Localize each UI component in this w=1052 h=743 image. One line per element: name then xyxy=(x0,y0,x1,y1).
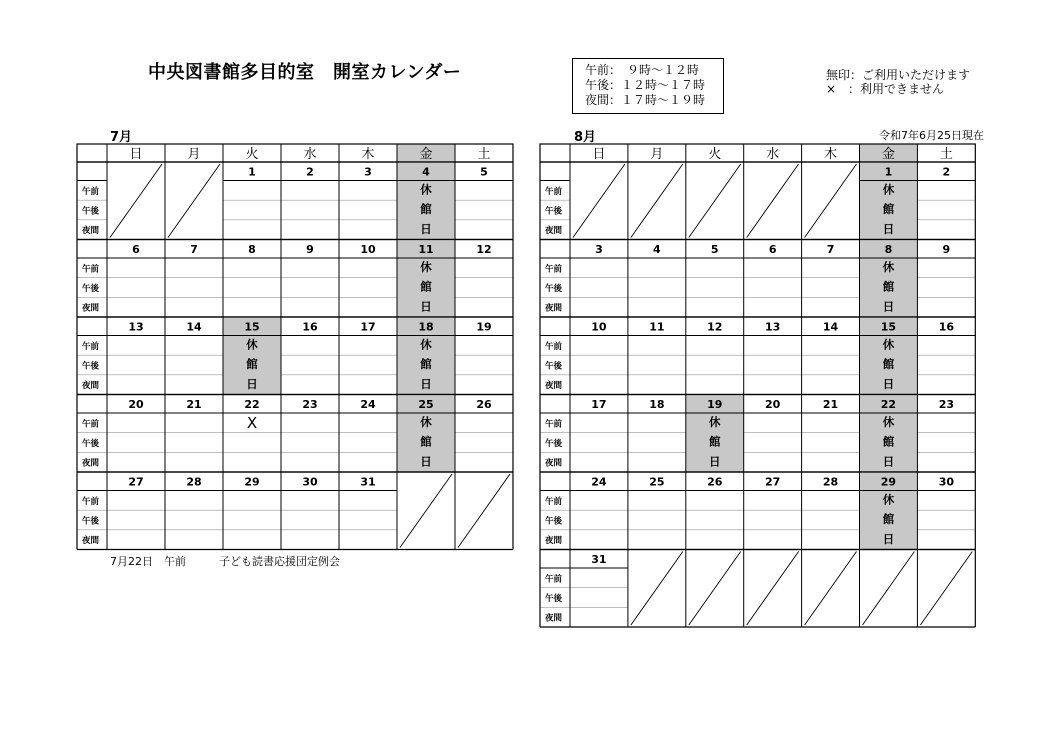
day-number: 8 xyxy=(248,243,256,256)
empty-day-diagonal xyxy=(631,164,683,238)
day-number: 7 xyxy=(190,243,198,256)
weekday-header: 月 xyxy=(187,147,201,162)
weekday-header: 金 xyxy=(419,147,433,162)
event-note: 7月22日 午前 子ども読書応援団定例会 xyxy=(110,555,340,568)
day-number: 7 xyxy=(826,243,835,256)
closed-day-label: 日 xyxy=(882,221,895,236)
day-number: 2 xyxy=(942,165,951,179)
day-number: 5 xyxy=(480,165,488,179)
empty-day-diagonal xyxy=(747,164,799,238)
closed-day-label: 館 xyxy=(420,357,432,372)
day-number: 4 xyxy=(422,165,430,179)
slot-label: 午前 xyxy=(545,264,563,275)
month-label-august: 8月 xyxy=(574,130,597,145)
closed-day-label: 館 xyxy=(420,202,432,217)
day-number: 13 xyxy=(128,320,144,334)
closed-day-label: 館 xyxy=(420,279,432,294)
day-number: 1 xyxy=(248,165,256,179)
day-number: 15 xyxy=(880,320,897,334)
day-number: 26 xyxy=(707,475,723,489)
closed-day-label: 休 xyxy=(882,260,895,274)
slot-label: 夜間 xyxy=(82,458,100,469)
day-number: 30 xyxy=(302,475,318,489)
weekday-header: 水 xyxy=(766,147,780,162)
empty-day-diagonal xyxy=(573,164,625,238)
empty-day-diagonal xyxy=(805,552,857,626)
closed-day-label: 休 xyxy=(709,415,721,429)
day-number: 21 xyxy=(822,398,839,411)
day-number: 29 xyxy=(244,475,260,489)
day-number: 27 xyxy=(764,475,781,489)
closed-day-label: 日 xyxy=(882,531,895,546)
day-number: 19 xyxy=(476,320,492,334)
day-number: 9 xyxy=(942,243,951,256)
day-number: 27 xyxy=(128,475,144,489)
weekday-header: 金 xyxy=(881,147,895,162)
closed-day-label: 日 xyxy=(246,376,258,391)
day-number: 1 xyxy=(884,165,893,179)
slot-label: 夜間 xyxy=(545,613,563,624)
slot-label: 午前 xyxy=(545,341,563,352)
day-number: 15 xyxy=(244,320,260,334)
day-number: 20 xyxy=(764,398,781,411)
slot-label: 午前 xyxy=(545,419,563,430)
slot-label: 午前 xyxy=(82,186,100,197)
day-number: 20 xyxy=(128,398,144,411)
slot-label: 午前 xyxy=(545,186,563,197)
closed-day-label: 日 xyxy=(420,299,432,314)
closed-day-label: 休 xyxy=(882,337,895,352)
day-number: 18 xyxy=(649,398,665,411)
day-number: 18 xyxy=(418,320,434,334)
slot-label: 午後 xyxy=(82,206,100,217)
slot-label: 午後 xyxy=(545,361,563,372)
hours-evening: 夜間：１７時～１９時 xyxy=(585,93,706,107)
day-number: 25 xyxy=(418,398,434,411)
slot-label: 夜間 xyxy=(545,536,563,547)
closed-day-label: 日 xyxy=(420,454,432,469)
day-number: 24 xyxy=(360,398,376,411)
day-number: 26 xyxy=(476,398,492,411)
slot-label: 午後 xyxy=(82,361,100,372)
closed-day-label: 館 xyxy=(882,434,895,449)
closed-day-label: 館 xyxy=(709,434,721,449)
weekday-header: 土 xyxy=(477,147,491,162)
unavailable-mark: X xyxy=(246,414,258,432)
day-number: 22 xyxy=(244,398,260,411)
hours-afternoon: 午後：１２時～１７時 xyxy=(585,78,706,92)
day-number: 17 xyxy=(591,398,607,411)
closed-day-label: 館 xyxy=(882,202,895,217)
day-number: 25 xyxy=(649,475,665,489)
closed-day-label: 館 xyxy=(882,279,895,294)
empty-day-diagonal xyxy=(689,552,741,626)
month-label-july: 7月 xyxy=(110,130,133,145)
closed-day-label: 館 xyxy=(246,357,258,372)
day-number: 16 xyxy=(302,320,318,334)
day-number: 29 xyxy=(880,475,897,489)
slot-label: 午後 xyxy=(545,284,563,294)
closed-day-label: 日 xyxy=(882,376,895,391)
day-number: 10 xyxy=(591,320,607,334)
legend-available: 無印：ご利用いただけます xyxy=(826,68,971,82)
slot-label: 午後 xyxy=(82,516,100,527)
day-number: 23 xyxy=(302,398,318,411)
slot-label: 夜間 xyxy=(545,381,563,392)
closed-day-label: 館 xyxy=(882,512,895,527)
weekday-header: 火 xyxy=(708,147,722,162)
closed-day-label: 休 xyxy=(420,182,432,197)
day-number: 22 xyxy=(880,398,897,411)
empty-day-diagonal xyxy=(920,552,972,626)
day-number: 14 xyxy=(822,320,839,334)
slot-label: 夜間 xyxy=(545,303,563,314)
slot-label: 夜間 xyxy=(82,226,100,237)
empty-day-diagonal xyxy=(747,552,799,626)
weekday-header: 土 xyxy=(939,147,953,162)
hours-morning: 午前： ９時～１２時 xyxy=(585,63,700,77)
weekday-header: 火 xyxy=(245,147,259,162)
closed-day-label: 日 xyxy=(709,454,721,469)
day-number: 2 xyxy=(306,165,314,179)
closed-day-label: 休 xyxy=(420,260,432,274)
day-number: 6 xyxy=(132,243,140,256)
day-number: 23 xyxy=(938,398,955,411)
day-number: 13 xyxy=(764,320,781,334)
weekday-header: 木 xyxy=(361,147,375,162)
closed-day-label: 休 xyxy=(246,337,258,352)
slot-label: 午後 xyxy=(82,284,100,294)
day-number: 3 xyxy=(364,165,372,179)
day-number: 5 xyxy=(710,243,719,256)
slot-label: 午後 xyxy=(545,439,563,449)
closed-day-label: 休 xyxy=(882,182,895,197)
day-number: 11 xyxy=(649,320,665,334)
day-number: 24 xyxy=(591,475,607,489)
slot-label: 午前 xyxy=(82,419,100,430)
day-number: 16 xyxy=(938,320,955,334)
slot-label: 午後 xyxy=(545,594,563,604)
closed-day-label: 日 xyxy=(420,376,432,391)
empty-day-diagonal xyxy=(631,552,683,626)
day-number: 17 xyxy=(360,320,376,334)
closed-day-label: 日 xyxy=(420,221,432,236)
day-number: 28 xyxy=(822,475,839,489)
day-number: 30 xyxy=(938,475,955,489)
weekday-header: 木 xyxy=(824,147,838,162)
empty-day-diagonal xyxy=(689,164,741,238)
slot-label: 夜間 xyxy=(545,458,563,469)
day-number: 10 xyxy=(360,243,376,256)
slot-label: 夜間 xyxy=(545,226,563,237)
closed-day-label: 休 xyxy=(420,337,432,352)
slot-label: 午後 xyxy=(545,206,563,217)
weekday-header: 日 xyxy=(129,147,143,162)
legend-unavailable: × ：利用できません xyxy=(826,82,945,96)
closed-day-label: 休 xyxy=(882,492,895,507)
day-number: 4 xyxy=(653,243,661,256)
weekday-header: 水 xyxy=(303,147,317,162)
day-number: 28 xyxy=(186,475,202,489)
as-of-date: 令和7年6月25日現在 xyxy=(879,129,984,142)
closed-day-label: 日 xyxy=(882,299,895,314)
day-number: 9 xyxy=(306,243,314,256)
day-number: 11 xyxy=(418,243,434,256)
day-number: 3 xyxy=(595,243,603,256)
slot-label: 夜間 xyxy=(82,381,100,392)
day-number: 8 xyxy=(884,243,893,256)
slot-label: 午前 xyxy=(545,496,563,507)
slot-label: 午前 xyxy=(82,341,100,352)
page-title: 中央図書館多目的室 開室カレンダー xyxy=(148,62,462,83)
slot-label: 午後 xyxy=(82,439,100,449)
day-number: 12 xyxy=(707,320,723,334)
closed-day-label: 休 xyxy=(420,415,432,429)
day-number: 31 xyxy=(360,475,376,489)
day-number: 31 xyxy=(591,553,607,566)
day-number: 6 xyxy=(768,243,777,256)
slot-label: 午前 xyxy=(82,264,100,275)
day-number: 19 xyxy=(707,398,723,411)
weekday-header: 月 xyxy=(650,147,664,162)
closed-day-label: 日 xyxy=(882,454,895,469)
empty-day-diagonal xyxy=(805,164,857,238)
slot-label: 夜間 xyxy=(82,536,100,547)
day-number: 21 xyxy=(186,398,202,411)
slot-label: 午前 xyxy=(545,574,563,585)
closed-day-label: 休 xyxy=(882,415,895,429)
empty-day-diagonal xyxy=(863,552,915,626)
closed-day-label: 館 xyxy=(882,357,895,372)
day-number: 14 xyxy=(186,320,202,334)
closed-day-label: 館 xyxy=(420,434,432,449)
weekday-header: 日 xyxy=(592,147,606,162)
slot-label: 午後 xyxy=(545,516,563,527)
slot-label: 夜間 xyxy=(82,303,100,314)
day-number: 12 xyxy=(476,243,492,256)
slot-label: 午前 xyxy=(82,496,100,507)
